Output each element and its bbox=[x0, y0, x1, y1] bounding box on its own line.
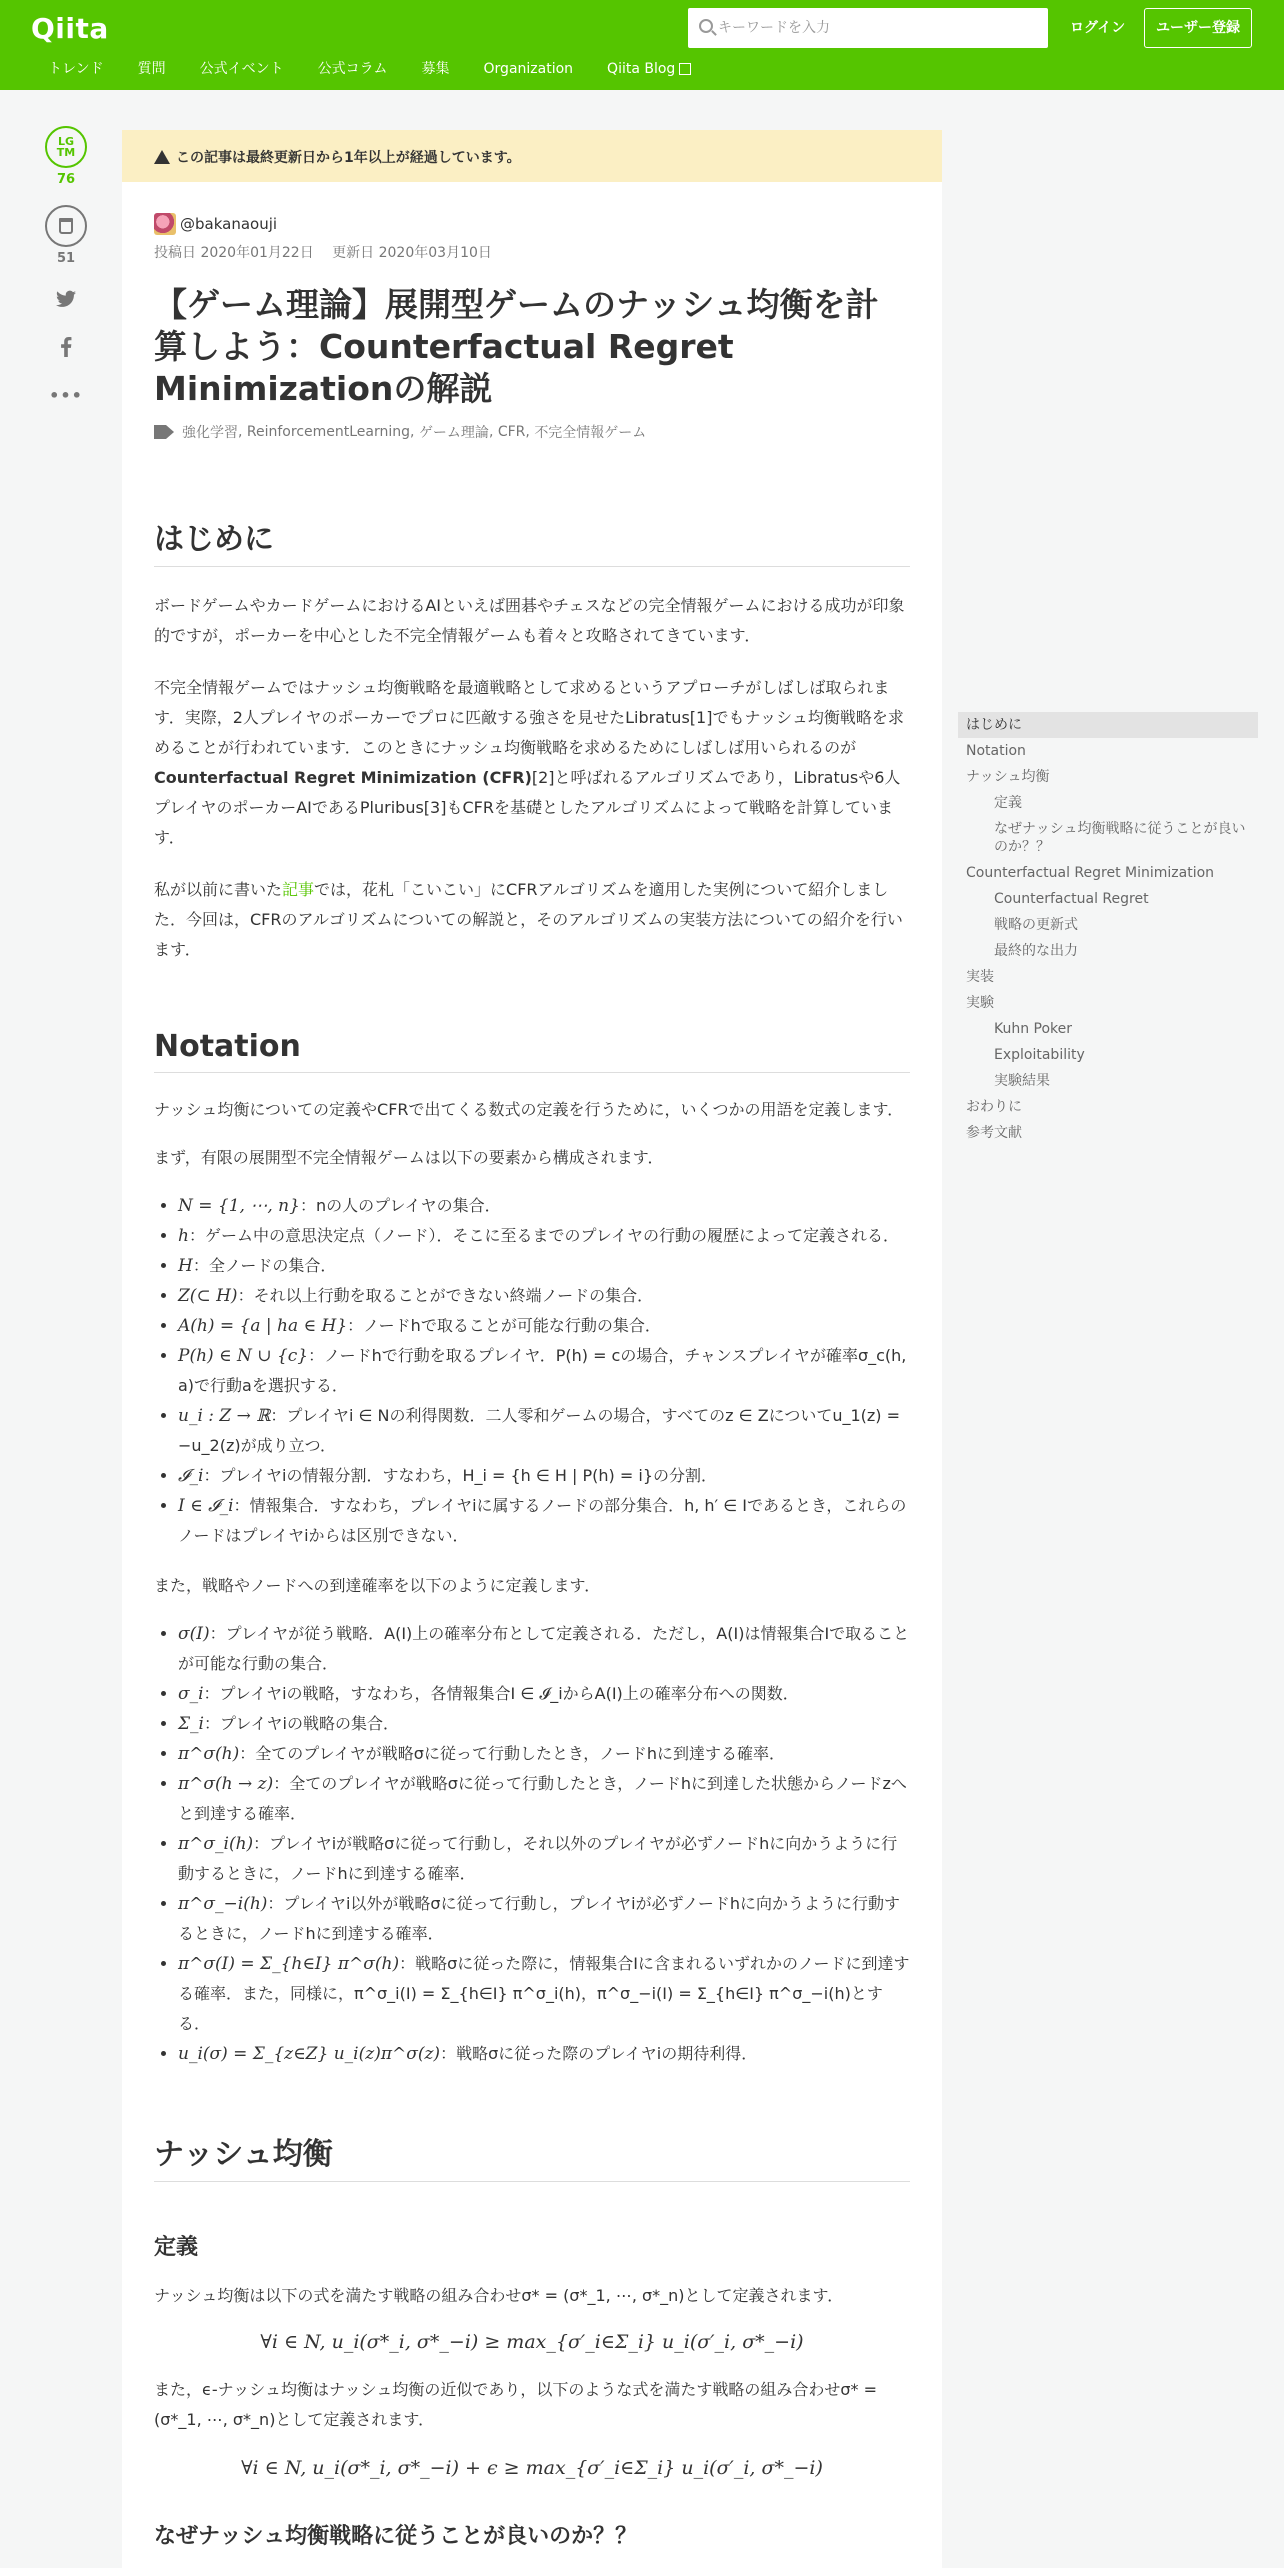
toc-item[interactable]: おわりに bbox=[966, 1099, 1022, 1115]
list-item bbox=[178, 1709, 910, 1739]
toc-item[interactable]: ナッシュ均衡 bbox=[966, 769, 1050, 785]
list-text: ：戦略σに従った際に，情報集合Iに含まれるいずれかのノードに到達する確率．また，同様に，π^σ_i(I) = Σ_{h∈I} π^σ_i(h)，π^σ_−i(I) = Σ_{h∈I} π^σ_−i(h)とする． bbox=[178, 1954, 910, 2033]
list-text: ：ノードhで行動を取るプレイヤ．P(h) = cの場合，チャンスプレイヤが確率σ_c(h, a)で行動aを選択する． bbox=[178, 1346, 907, 1395]
list-text: ：プレイヤiの情報分割．すなわち，H_i = {h ∈ H | P(h) = i}の分割． bbox=[203, 1466, 717, 1485]
list-text: ：nの人のプレイヤの集合． bbox=[299, 1196, 501, 1215]
equation-epsilon-nash: ∀i ∈ N, u_i(σ*_i, σ*_−i) + ϵ ≥ max_{σ′_i∈Σ_i} u_i(σ′_i, σ*_−i) bbox=[241, 2457, 823, 2479]
toc-item[interactable]: はじめに bbox=[958, 712, 1258, 738]
math: σ(I) bbox=[178, 1624, 210, 1644]
tag[interactable]: ReinforcementLearning bbox=[246, 424, 411, 440]
outdated-alert bbox=[122, 130, 942, 182]
more-button[interactable] bbox=[44, 380, 88, 410]
lgtm-icon: LGTM bbox=[56, 135, 76, 159]
warning-icon bbox=[154, 150, 170, 164]
twitter-share-button[interactable] bbox=[44, 284, 88, 314]
toc-item[interactable]: Kuhn Poker bbox=[994, 1021, 1073, 1037]
nav-trend[interactable]: トレンド bbox=[48, 61, 104, 77]
list-text: ：プレイヤi以外が戦略σに従って行動し，プレイヤiが必ずノードhに向かうように行動するときに，ノードhに到達する確率． bbox=[178, 1894, 900, 1943]
math: u_i : Z → ℝ bbox=[178, 1406, 271, 1426]
nav-questions[interactable]: 質問 bbox=[137, 61, 166, 77]
nash-paragraph-2: また，ϵ-ナッシュ均衡はナッシュ均衡の近似であり，以下のような式を満たす戦略の組み合わせσ* = (σ*_1, ⋯, σ*_n)として定義されます． bbox=[154, 2380, 877, 2429]
list-item bbox=[178, 1889, 910, 1949]
list-text: ：プレイヤiが戦略σに従って行動し，それ以外のプレイヤが必ずノードhに向かうように行動するときに，ノードhに到達する確率． bbox=[178, 1834, 898, 1883]
toc-item[interactable]: Notation bbox=[966, 743, 1026, 759]
math: Z(⊂ H) bbox=[178, 1286, 238, 1306]
tag-separator: , bbox=[410, 424, 419, 440]
qiita-logo[interactable]: Qiita bbox=[31, 12, 109, 45]
list-text: ：それ以上行動を取ることができない終端ノードの集合． bbox=[237, 1286, 654, 1305]
ellipsis-icon: ••• bbox=[49, 385, 83, 405]
math: Σ_i bbox=[178, 1714, 204, 1734]
nash-paragraph-1: ナッシュ均衡は以下の式を満たす戦略の組み合わせσ* = (σ*_1, ⋯, σ*_n)として定義されます． bbox=[154, 2286, 844, 2305]
author-row bbox=[154, 212, 910, 236]
article-actions bbox=[44, 126, 88, 428]
list-text: ：戦略σに従った際のプレイヤiの期待利得． bbox=[440, 2044, 758, 2063]
intro-p3-text-a: 私が以前に書いた bbox=[154, 880, 283, 899]
global-nav bbox=[48, 58, 725, 82]
global-header bbox=[0, 0, 1284, 90]
lgtm-button[interactable] bbox=[45, 126, 87, 168]
signup-button[interactable]: ユーザー登録 bbox=[1144, 8, 1252, 48]
toc-item[interactable]: Exploitability bbox=[994, 1047, 1085, 1063]
toc-item[interactable]: 最終的な出力 bbox=[994, 943, 1078, 959]
list-item bbox=[178, 1769, 910, 1829]
list-text: ：プレイヤが従う戦略．A(I)上の確率分布として定義される．ただし，A(I)は情報集合Iで取ることが可能な行動の集合． bbox=[178, 1624, 910, 1673]
facebook-icon bbox=[60, 337, 72, 357]
math: π^σ(h → z) bbox=[178, 1774, 274, 1794]
author-name[interactable]: @bakanaouji bbox=[180, 215, 278, 233]
list-text: ：プレイヤiの戦略，すなわち，各情報集合I ∈ 𝓘_iからA(I)上の確率分布への関数． bbox=[203, 1684, 799, 1703]
twitter-icon bbox=[56, 290, 76, 308]
list-item bbox=[178, 1829, 910, 1889]
stock-button[interactable] bbox=[45, 205, 87, 247]
math: u_i(σ) = Σ_{z∈Z} u_i(z)π^σ(z) bbox=[178, 2044, 441, 2064]
avatar[interactable] bbox=[154, 213, 176, 235]
tag[interactable]: 不完全情報ゲーム bbox=[534, 425, 647, 441]
heading-definition: 定義 bbox=[154, 2235, 199, 2260]
article bbox=[122, 130, 942, 2568]
article-title: 【ゲーム理論】展開型ゲームのナッシュ均衡を計算しよう：Counterfactual Regret Minimizationの解説 bbox=[154, 285, 879, 408]
login-button[interactable]: ログイン bbox=[1070, 20, 1126, 36]
list-text: ：ゲーム中の意思決定点（ノード）．そこに至るまでのプレイヤの行動の履歴によって定義される． bbox=[188, 1226, 900, 1245]
tag-icon bbox=[154, 425, 174, 439]
list-item bbox=[178, 1191, 910, 1221]
list-text: ：全てのプレイヤが戦略σに従って行動したとき，ノードhに到達する確率． bbox=[239, 1744, 785, 1763]
game-elements-list bbox=[154, 1191, 910, 1551]
math: π^σ(h) bbox=[178, 1744, 240, 1764]
math: A(h) = {a | ha ∈ H} bbox=[178, 1316, 348, 1336]
nav-organization[interactable]: Organization bbox=[483, 61, 574, 77]
tag-separator: , bbox=[525, 424, 535, 440]
list-item bbox=[178, 1281, 910, 1311]
list-item bbox=[178, 1461, 910, 1491]
lgtm-count: 76 bbox=[56, 172, 76, 187]
article-dates bbox=[154, 242, 910, 262]
heading-intro: はじめに bbox=[154, 514, 910, 567]
list-item bbox=[178, 1679, 910, 1709]
list-item bbox=[178, 1401, 910, 1461]
list-item bbox=[178, 1619, 910, 1679]
list-item bbox=[178, 1221, 910, 1251]
nav-qiita-blog[interactable] bbox=[607, 58, 691, 82]
notation-paragraph-2: まず，有限の展開型不完全情報ゲームは以下の要素から構成されます． bbox=[154, 1148, 664, 1167]
nav-recruit[interactable]: 募集 bbox=[421, 61, 450, 77]
intro-p2-text-a: 不完全情報ゲームではナッシュ均衡戦略を最適戦略として求めるというアプローチがしばしば取られます．実際，2人プレイヤのポーカーでプロに匹敵する強さを見せたLibratus[1]でもナッシュ均衡戦略を求めることが行われています．このときにナッシュ均衡戦略を求めるためにしばしば用いられるのが bbox=[154, 678, 904, 757]
heading-why-nash: なぜナッシュ均衡戦略に従うことが良いのか？？ bbox=[154, 2524, 638, 2549]
toc-item[interactable]: 参考文献 bbox=[966, 1125, 1022, 1141]
outdated-alert-text: この記事は最終更新日から1年以上が経過しています。 bbox=[176, 150, 521, 166]
list-text: ：全てのプレイヤが戦略σに従って行動したとき，ノードhに到達した状態からノードzへと到達する確率． bbox=[178, 1774, 907, 1823]
toc-item[interactable]: Counterfactual Regret bbox=[994, 891, 1149, 907]
list-text: ：全ノードの集合． bbox=[192, 1256, 337, 1275]
search-input[interactable] bbox=[718, 8, 1038, 48]
nav-official-events[interactable]: 公式イベント bbox=[199, 61, 284, 77]
tag-list bbox=[154, 422, 910, 442]
stock-count: 51 bbox=[56, 251, 76, 266]
list-text: ：プレイヤi ∈ Nの利得関数．二人零和ゲームの場合，すべてのz ∈ Zについてu_1(z) = −u_2(z)が成り立つ． bbox=[178, 1406, 901, 1455]
equation-nash: ∀i ∈ N, u_i(σ*_i, σ*_−i) ≥ max_{σ′_i∈Σ_i} u_i(σ′_i, σ*_−i) bbox=[260, 2331, 804, 2353]
external-link-icon bbox=[679, 63, 691, 75]
heading-nash: ナッシュ均衡 bbox=[154, 2129, 910, 2182]
intro-paragraph-1: ボードゲームやカードゲームにおけるAIといえば囲碁やチェスなどの完全情報ゲームにおける成功が印象的ですが，ポーカーを中心とした不完全情報ゲームも着々と攻略されてきています． bbox=[154, 596, 905, 645]
toc-item[interactable]: 実装 bbox=[966, 969, 994, 985]
notation-paragraph-3: また，戦略やノードへの到達確率を以下のように定義します． bbox=[154, 1576, 601, 1595]
list-item bbox=[178, 1491, 910, 1551]
math: h bbox=[178, 1226, 189, 1246]
facebook-share-button[interactable] bbox=[44, 332, 88, 362]
math: I ∈ 𝓘_i bbox=[178, 1496, 234, 1516]
toc-item[interactable]: 実験 bbox=[966, 995, 994, 1011]
list-item bbox=[178, 1341, 910, 1401]
tag-separator: , bbox=[488, 424, 498, 440]
tag-separator: , bbox=[238, 424, 247, 440]
notation-paragraph-1: ナッシュ均衡についての定義やCFRで出てくる数式の定義を行うために，いくつかの用語を定義します． bbox=[154, 1100, 904, 1119]
nav-qiita-blog-label: Qiita Blog bbox=[607, 61, 676, 77]
list-item bbox=[178, 1311, 910, 1341]
intro-paragraph-2 bbox=[154, 673, 910, 853]
math: H bbox=[178, 1256, 193, 1276]
math: π^σ_−i(h) bbox=[178, 1894, 268, 1914]
toc-item[interactable]: 実験結果 bbox=[994, 1073, 1050, 1089]
list-item bbox=[178, 1739, 910, 1769]
math: π^σ(I) = Σ_{h∈I} π^σ(h) bbox=[178, 1954, 400, 1974]
tag[interactable]: CFR bbox=[497, 424, 526, 440]
list-text: ：情報集合．すなわち，プレイヤiに属するノードの部分集合．h, h′ ∈ Iであるとき，これらのノードはプレイヤiからは区別できない． bbox=[178, 1496, 907, 1545]
intro-p2-bold: Counterfactual Regret Minimization (CFR) bbox=[154, 768, 532, 787]
intro-paragraph-3 bbox=[154, 875, 910, 965]
search-box[interactable] bbox=[688, 8, 1048, 48]
strategy-definitions-list bbox=[154, 1619, 910, 2069]
math: 𝓘_i bbox=[178, 1466, 204, 1486]
math: π^σ_i(h) bbox=[178, 1834, 254, 1854]
tag[interactable]: 強化学習 bbox=[182, 425, 238, 441]
list-text: ：ノードhで取ることが可能な行動の集合． bbox=[347, 1316, 661, 1335]
toc-item[interactable]: Counterfactual Regret Minimization bbox=[966, 865, 1215, 881]
list-item bbox=[178, 1949, 910, 2039]
toc-item[interactable]: 定義 bbox=[994, 795, 1022, 811]
list-text: ：プレイヤiの戦略の集合． bbox=[203, 1714, 399, 1733]
intro-p3-text-b: では，花札「こいこい」にCFRアルゴリズムを適用した実例について紹介しました．今回は，CFRのアルゴリズムについての解説と，そのアルゴリズムの実装方法についての紹介を行います． bbox=[154, 880, 903, 959]
math: P(h) ∈ N ∪ {c} bbox=[178, 1346, 309, 1366]
table-of-contents bbox=[958, 712, 1258, 1146]
list-item bbox=[178, 2039, 910, 2069]
nav-official-columns[interactable]: 公式コラム bbox=[317, 61, 388, 77]
intro-p2-text-c: [2]と呼ばれるアルゴリズムであり，Libratusや6人プレイヤのポーカーAIであるPluribus[3]もCFRを基礎としたアルゴリズムによって戦略を計算しています． bbox=[154, 768, 901, 847]
stock-icon bbox=[59, 218, 73, 234]
article-link[interactable]: 記事 bbox=[282, 880, 315, 899]
list-item bbox=[178, 1251, 910, 1281]
tag[interactable]: ゲーム理論 bbox=[418, 425, 489, 441]
toc-item[interactable]: 戦略の更新式 bbox=[994, 917, 1078, 933]
updated-date: 更新日 2020年03月10日 bbox=[332, 245, 492, 261]
heading-notation: Notation bbox=[154, 1029, 910, 1073]
posted-date: 投稿日 2020年01月22日 bbox=[154, 245, 314, 261]
search-icon bbox=[699, 19, 713, 33]
toc-item[interactable]: なぜナッシュ均衡戦略に従うことが良いのか？？ bbox=[994, 821, 1246, 855]
math: σ_i bbox=[178, 1684, 204, 1704]
math: N = {1, ⋯, n} bbox=[178, 1196, 300, 1216]
article-body bbox=[154, 212, 910, 2550]
